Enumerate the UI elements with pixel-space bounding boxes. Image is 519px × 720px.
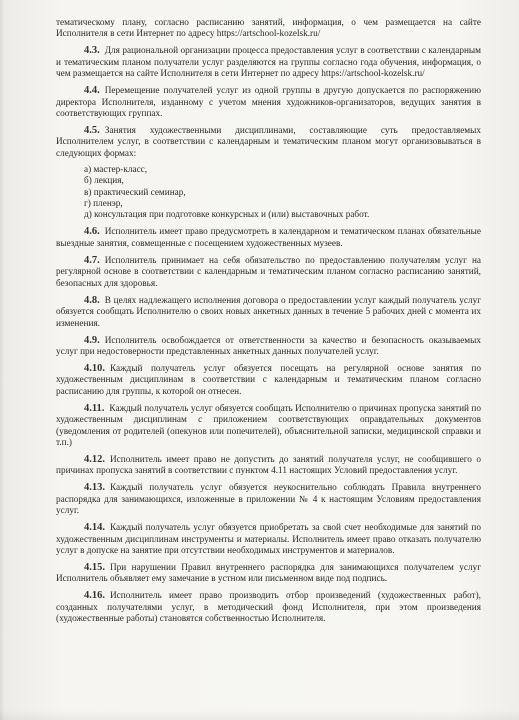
clause-4-13 [56, 482, 481, 517]
clause-text: Исполнитель имеет право производить отбор произведений (художественных работ), созданных получателями услуг, в методический фонд Исполнителя, при этом произведения (художественные работы) становятся собственностью Исполнителя. [56, 591, 481, 625]
page-bottom-shadow [0, 710, 519, 720]
clause-number: 4.16. [84, 590, 105, 602]
clause-text: Перемещение получателей услуг из одной группы в другую допускается по распоряжению директора Исполнителя, изданному с учетом мнения художников-организаторов, ведущих занятия в соответствующих группах. [56, 86, 481, 120]
clause-text: При нарушении Правил внутреннего распорядка для занимающихся получателем услуг Исполнитель объявляет ему замечание в устном или письменном виде под подпись. [56, 562, 481, 585]
clause-4-11 [56, 403, 481, 450]
clause-text: В целях надлежащего исполнения договора о предоставлении услуг каждый получатель услуг обязуется сообщать Исполнителю о своих новых анкетных данных в течение 5 рабочих дней с момента их изменения. [56, 295, 481, 329]
list-item: д) консультация при подготовке конкурсных и (или) выставочных работ. [84, 210, 370, 221]
clause-text: Исполнитель имеет право предусмотреть в календарном и тематическом планах обязательные выездные занятия, совмещенные с посещением художественных музеев. [56, 227, 481, 249]
page-fold-shadow [0, 0, 6, 720]
forms-list [56, 165, 481, 222]
clause-4-12 [56, 454, 481, 478]
clause-4-14 [56, 522, 481, 557]
clause-4-10 [56, 363, 481, 398]
clause-number: 4.14. [84, 522, 105, 534]
list-item: г) пленэр, [84, 199, 123, 210]
clause-text: Исполнитель освобождается от ответственности за качество и безопасность оказываемых услуг при недостоверности представленных анкетных данных получателей услуг. [56, 335, 481, 357]
clause-text: Для рациональной организации процесса предоставления услуг в соответствии с календарным и тематическим планом получатели услуг разделяются на группы согласно года обучения, информация, о чем размещается на сайте Исполнителя в сети Интернет по адресу https://artschool-kozelsk.ru/ [56, 46, 481, 80]
clause-number: 4.11. [84, 402, 105, 414]
clause-number: 4.4. [84, 85, 100, 97]
intro-paragraph: тематическому плану, согласно расписанию занятий, информация, о чем размещается на сайте Исполнителя в сети Интернет по адресу https://artschool-kozelsk.ru/ [56, 18, 481, 40]
clause-number: 4.3. [84, 45, 100, 57]
list-item: в) практический семинар, [84, 187, 186, 198]
clause-4-15 [56, 562, 481, 586]
clause-4-9 [56, 335, 481, 359]
clause-number: 4.7. [84, 254, 100, 266]
clause-number: 4.5. [84, 125, 100, 137]
list-item: а) мастер-класс, [84, 164, 148, 175]
clause-number: 4.6. [84, 226, 100, 238]
clause-4-5 [56, 125, 481, 160]
clause-4-3 [56, 45, 481, 80]
clause-number: 4.9. [84, 334, 100, 346]
clause-text: Занятия художественными дисциплинами, составляющие суть предоставляемых Исполнителем услуг, в соответствии с календарным и тематическим планом могут организовываться в следующих формах: [56, 126, 481, 159]
clause-4-8 [56, 295, 481, 330]
clause-number: 4.13. [84, 482, 105, 494]
clause-text: Исполнитель принимает на себя обязательство по предоставлению получателям услуг на регулярной основе в соответствии с календарным и тематическим планом согласно расписанию занятий, безопасных для здоровья. [56, 255, 481, 289]
list-item: б) лекция, [84, 176, 124, 187]
clause-text: Каждый получатель услуг обязуется сообщать Исполнителю о причинах пропуска занятий по художественным дисциплинам с приложением соответствующих оправдательных документов (уведомления от родителей (опекунов или попечителей), объяснительной записки, медицинской справки и т.п.) [56, 403, 481, 448]
clause-4-6 [56, 226, 481, 250]
clause-number: 4.8. [84, 294, 100, 306]
clause-text: Исполнитель имеет право не допустить до занятий получателя услуг, не сообщившего о причинах пропуска занятий в соответствии с пунктом 4.11 настоящих Условий предоставления услуг. [56, 454, 481, 477]
clause-number: 4.15. [84, 561, 105, 573]
clause-4-4 [56, 85, 481, 120]
clause-4-7 [56, 255, 481, 290]
clause-text: Каждый получатель услуг обязуется приобретать за свой счет необходимые для занятий по художественным дисциплинам инструменты и материалы. Исполнитель имеет право отказать получателю услуг в допуске на занятие при отсутствии необходимых инструментов и материалов. [56, 523, 481, 556]
clause-number: 4.12. [84, 453, 105, 465]
clause-number: 4.10. [84, 362, 105, 374]
clause-text: Каждый получатель услуг обязуется неукоснительно соблюдать Правила внутреннего распорядка для занимающихся, изложенные в приложении № 4 к настоящим Условиям предоставления услуг. [56, 483, 481, 517]
clause-text: Каждый получатель услуг обязуется посещать на регулярной основе занятия по художественным дисциплинам в соответствии с календарным и тематическим планом согласно расписанию для группы, к которой он отнесен. [56, 363, 481, 397]
clause-4-16 [56, 590, 481, 625]
